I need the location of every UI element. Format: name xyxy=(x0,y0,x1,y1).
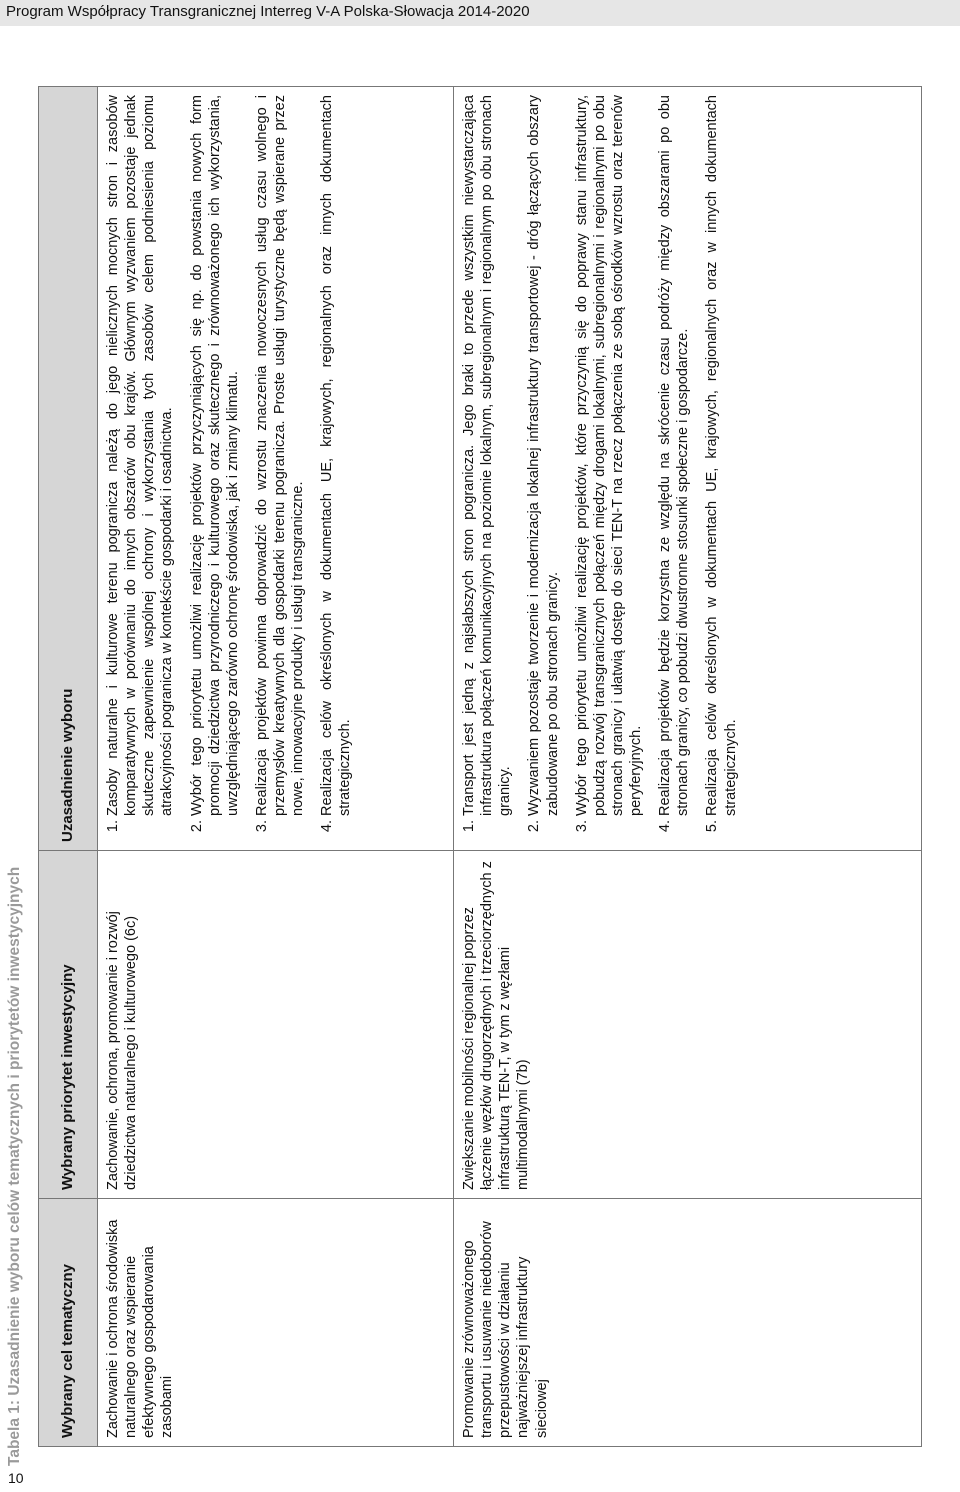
goal-cell: Zachowanie i ochrona środowiska naturalnego oraz wspieranie efektywnego gospodarowania zasobami xyxy=(98,1199,454,1447)
justification-item: 1. Zasoby naturalne i kulturowe terenu pogranicza należą do jego nielicznych mocnych stron i zasobów komparatywnych w porównaniu do innych obszarów obu krajów. Głównym wyzwaniem pozostaje jednak skuteczne zapewnienie wspólnej ochrony i wykorzystania tych zasobów celem podniesienia poziomu atrakcyjności pogranicza w kontekście gospodarki i osadnictwa. xyxy=(104,95,177,816)
goal-cell: Promowanie zrównoważonego transportu i usuwanie niedoborów przepustowości w działaniu najważniejszej infrastruktury sieciowej xyxy=(454,1199,922,1447)
column-header-justification: Uzasadnienie wyboru xyxy=(39,87,98,851)
justification-item: 2. Wybór tego priorytetu umożliwi realizację projektów przyczyniających się np. do powstania nowych form promocji dziedzictwa przyrodniczego i kulturowego oraz skutecznego i zrównoważonego ich wykorzystania, uwzględniającego zarówno ochronę środowiska, jak i zmiany klimatu. xyxy=(188,95,242,816)
priority-cell: Zwiększanie mobilności regionalnej poprzez łączenie węzłów drugorzędnych i trzeciorzędnych z infrastrukturą TEN-T, w tym z węzłami multimodalnymi (7b) xyxy=(454,851,922,1199)
table-caption: Tabela 1: Uzasadnienie wyboru celów tematycznych i priorytetów inwestycyjnych xyxy=(6,866,23,1466)
justification-item: 3. Wybór tego priorytetu umożliwi realizację projektów, które przyczynią się do poprawy stanu infrastruktury, pobudzą rozwój transgranicznych połączeń między drogami lokalnymi, subregionalnymi i regionalnymi po obu stronach granicy i ułatwią dostęp do sieci TEN-T na rzecz połączenia ze sobą ośrodków wzrostu oraz terenów peryferyjnych. xyxy=(573,95,646,816)
justification-item: 4. Realizacja projektów będzie korzystna ze względu na skrócenie czasu podróży między obszarami po obu stronach granicy, co pobudzi dwustronne stosunki społeczne i gospodarcze. xyxy=(656,95,692,816)
justification-item: 1. Transport jest jedną z najsłabszych stron pogranicza. Jego braki to przede wszystkim niewystarczająca infrastruktura połączeń komunikacyjnych na poziomie lokalnym, subregionalnym i regionalnym po obu stronach granicy. xyxy=(460,95,514,816)
justification-item: 4. Realizacja celów określonych w dokumentach UE, krajowych, regionalnych oraz innych dokumentach strategicznych. xyxy=(318,95,354,816)
justification-cell xyxy=(98,87,454,851)
justification-item: 2. Wyzwaniem pozostaje tworzenie i modernizacja lokalnej infrastruktury transportowej - dróg łączących obszary zabudowane po obu stronach granicy. xyxy=(525,95,561,816)
page-number: 10 xyxy=(8,1470,24,1486)
justification-item: 5. Realizacja celów określonych w dokumentach UE, krajowych, regionalnych oraz w innych dokumentach strategicznych. xyxy=(703,95,739,816)
justification-list xyxy=(460,95,740,842)
justification-list xyxy=(104,95,355,842)
column-header-goal: Wybrany cel tematyczny xyxy=(39,1199,98,1447)
selection-table xyxy=(38,86,922,1447)
table-row xyxy=(454,87,922,1447)
table-row xyxy=(98,87,454,1447)
document-title: Program Współpracy Transgranicznej Interreg V-A Polska-Słowacja 2014-2020 xyxy=(6,3,530,20)
table-header-row xyxy=(39,87,98,1447)
column-header-priority: Wybrany priorytet inwestycyjny xyxy=(39,851,98,1199)
justification-cell xyxy=(454,87,922,851)
justification-item: 3. Realizacja projektów powinna doprowadzić do wzrostu znaczenia nowoczesnych usług czasu wolnego i przemysłów kreatywnych dla gospodarki terenu pogranicza. Proste usługi turystyczne będą wspierane przez nowe, innowacyjne produkty i usługi transgraniczne. xyxy=(253,95,307,816)
priority-cell: Zachowanie, ochrona, promowanie i rozwój dziedzictwa naturalnego i kulturowego (6c) xyxy=(98,851,454,1199)
